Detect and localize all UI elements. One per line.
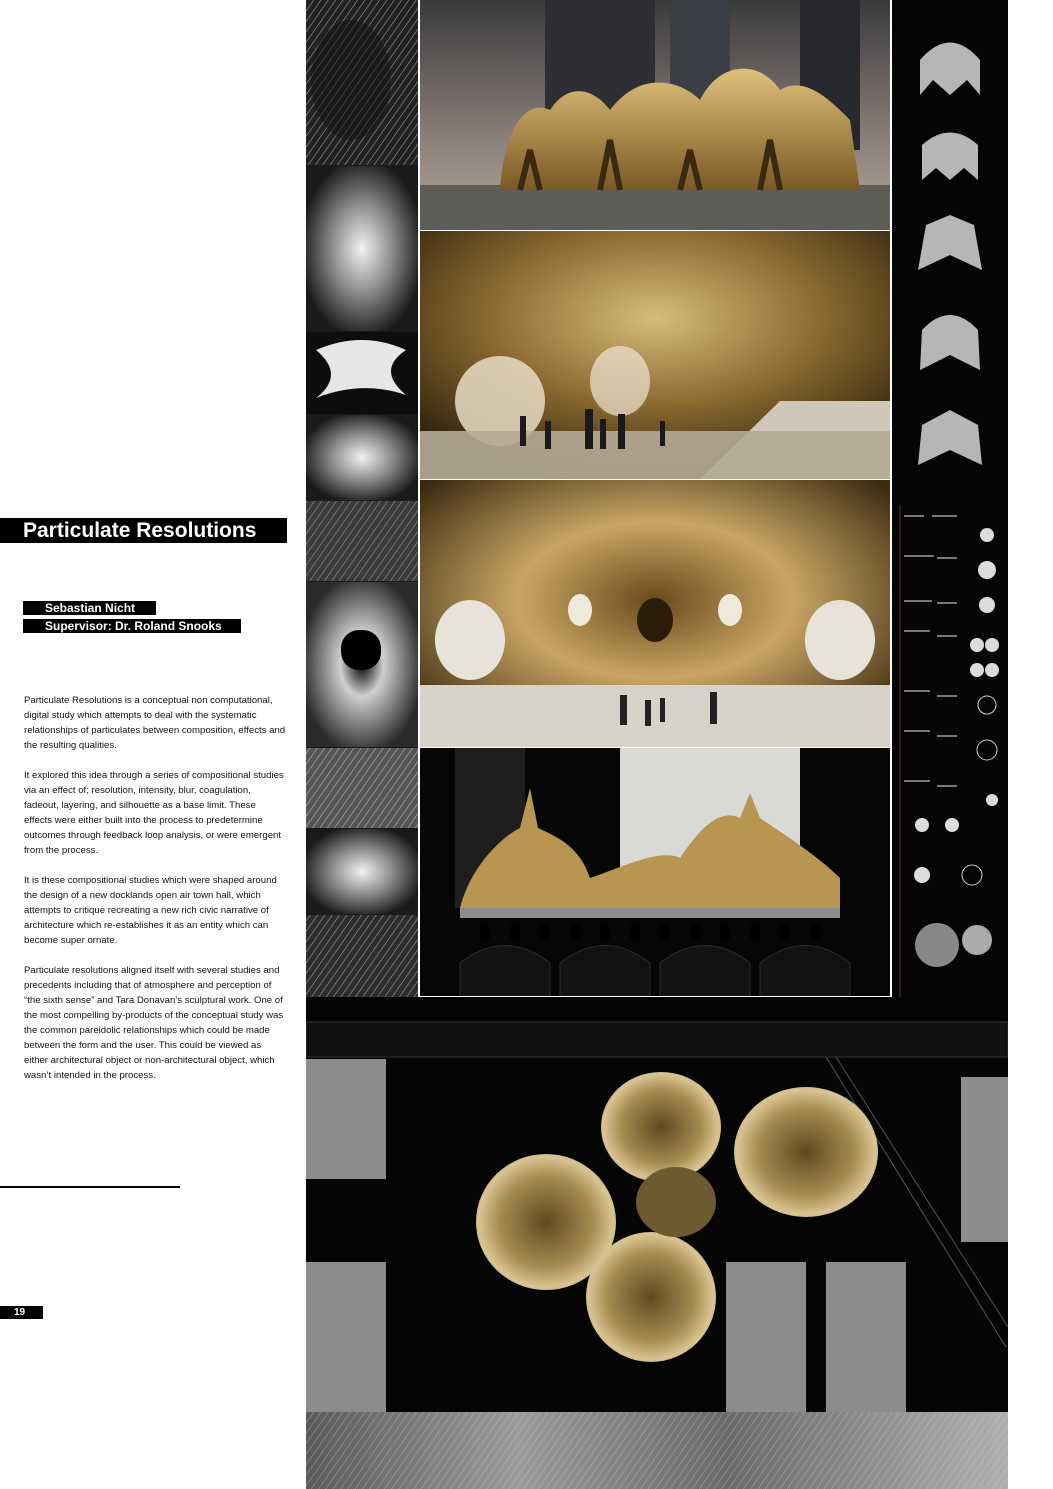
author-label: Sebastian Nicht [23, 601, 156, 615]
elevation-render [420, 748, 890, 996]
process-diagram-panel [892, 505, 1008, 997]
site-plan [306, 997, 1008, 1412]
ornament-studies-column [892, 0, 1008, 505]
paragraph-2: It explored this idea through a series of compositional studies via an effect of; resolution, intensity, blur, coagulation, fadeout, layering, and silhouette as a base limit. These effects were either built into the process to predetermine outcomes through feedback loop analysis, or were emergent from the process. [24, 770, 284, 856]
page-number: 19 [0, 1306, 43, 1319]
supervisor-label: Supervisor: Dr. Roland Snooks [23, 619, 241, 633]
paragraph-1: Particulate Resolutions is a conceptual non computational, digital study which attempts to deal with the systematic relationships of particulates between composition, effects and the resulting qualities. [24, 695, 286, 751]
composition-studies-strip [306, 0, 418, 997]
divider-rule [0, 1186, 180, 1188]
page-title: Particulate Resolutions [0, 518, 287, 543]
bottom-texture-band [306, 1412, 1008, 1489]
exterior-render [420, 0, 890, 230]
interior-render-stair [420, 231, 890, 479]
interior-render-hall [420, 480, 890, 747]
paragraph-3: It is these compositional studies which were shaped around the design of a new docklands open air town hall, which attempts to critique recreating a new rich civic narrative of architecture which re-establishes it as an entity which can become super ornate. [24, 875, 277, 946]
paragraph-4: Particulate resolutions aligned itself with several studies and precedents including that of atmosphere and perception of “the sixth sense” and Tara Donavan’s sculptural work. One of the most compelling by-products of the conceptual study was the common pareidolic relationships which could be made between the form and the user. This could be viewed as either architectural object or non-architectural object, which wasn’t intended in the process. [24, 965, 284, 1081]
body-text [24, 693, 286, 1098]
